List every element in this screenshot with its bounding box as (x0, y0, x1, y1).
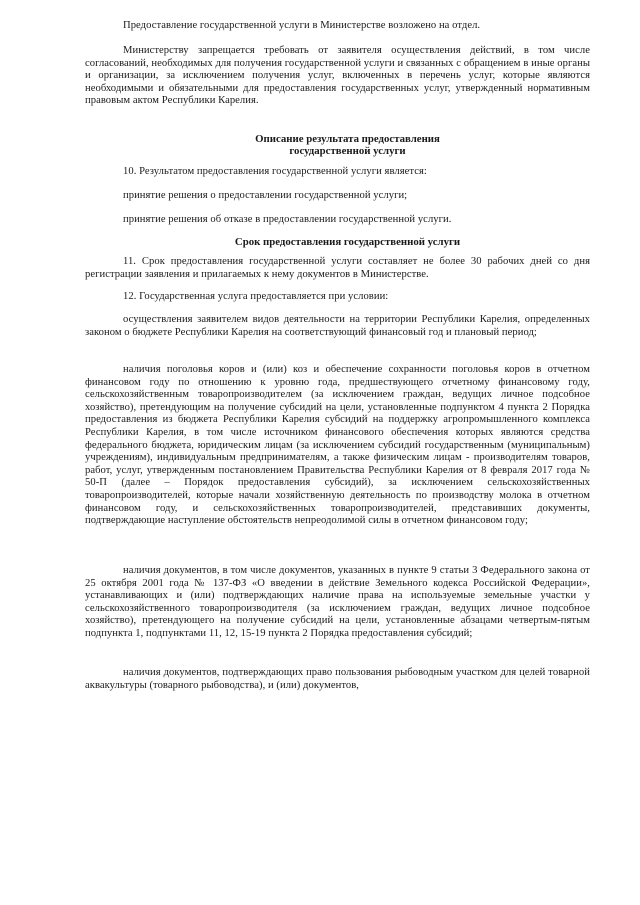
paragraph-condition-activity: осуществления заявителем видов деятельности на территории Республики Карелия, определенных законом о бюджете Республики Карелия на соответствующий финансовый год и плановый период; (85, 314, 590, 338)
paragraph-department: Предоставление государственной услуги в Министерстве возложено на отдел. (123, 20, 481, 31)
section-heading-result-line2: государственной услуги (289, 145, 406, 157)
paragraph-item-12: 12. Государственная услуга предоставляется при условии: (123, 291, 389, 302)
paragraph-condition-livestock: наличия поголовья коров и (или) коз и обеспечение сохранности поголовья коров в отчетном финансовом году по отношению к уровню года, предшествующего отчетному финансовому году, сельскохозяйственным товаропроизводителем (за исключением граждан, ведущих личное подсобное хозяйство), претендующим на получение субсидий на цели, установленные подпунктом 4 пункта 2 Порядка предоставления из бюджета Республики Карелия субсидий на поддержку агропромышленного комплекса Республики Карелия, в том числе источником финансового обеспечения которых являются средства федерального бюджета, юридическим лицам (за исключением субсидий государственным (муниципальным) учреждениям), индивидуальным предпринимателям, а также физическим лицам - производителям товаров, работ, услуг, утвержденным постановлением Правительства Республики Карелия от 8 февраля 2017 года № 50-П (далее – Порядок предоставления субсидий), за исключением сельскохозяйственных товаропроизводителей, которые начали хозяйственную деятельность по производству молока в отчетном финансовом году, и сельскохозяйственных товаропроизводителей, представивших документы, подтверждающие наступление обстоятельств непреодолимой силы в отчетном финансовом году; (85, 364, 590, 527)
paragraph-condition-land-documents: наличия документов, в том числе документов, указанных в пункте 9 статьи 3 Федерального закона от 25 октября 2001 года № 137-ФЗ «О введении в действие Земельного кодекса Российской Федерации», устанавливающих и (или) подтверждающих наличие права на используемые земельные участки у сельскохозяйственного товаропроизводителя (за исключением граждан, ведущих личное подсобное хозяйство), претендующего на получение субсидий на цели, установленные абзацами четвертым-пятым подпункта 1, подпунктами 11, 12, 15-19 пункта 2 Порядка предоставления субсидий; (85, 565, 590, 639)
paragraph-decision-refuse: принятие решения об отказе в предоставлении государственной услуги. (123, 214, 452, 225)
paragraph-condition-fish-farming: наличия документов, подтверждающих право пользования рыбоводным участком для целей товарной аквакультуры (товарного рыбоводства), и (или) документов, (85, 667, 590, 691)
paragraph-item-11: 11. Срок предоставления государственной услуги составляет не более 30 рабочих дней со дня регистрации заявления и прилагаемых к нему документов в Министерстве. (85, 256, 590, 280)
section-heading-term: Срок предоставления государственной услуги (234, 236, 461, 248)
paragraph-prohibition: Министерству запрещается требовать от заявителя осуществления действий, в том числе согласований, необходимых для получения государственной услуги и связанных с обращением в иные органы и организации, за исключением получения услуг, включенных в перечень услуг, которые являются необходимыми и обязательными для предоставления государственных услуг, утвержденный нормативным правовым актом Республики Карелия. (85, 45, 590, 107)
section-heading-result-line1: Описание результата предоставления (255, 133, 440, 145)
paragraph-item-10: 10. Результатом предоставления государственной услуги является: (123, 166, 427, 177)
paragraph-decision-grant: принятие решения о предоставлении государственной услуги; (123, 190, 408, 201)
